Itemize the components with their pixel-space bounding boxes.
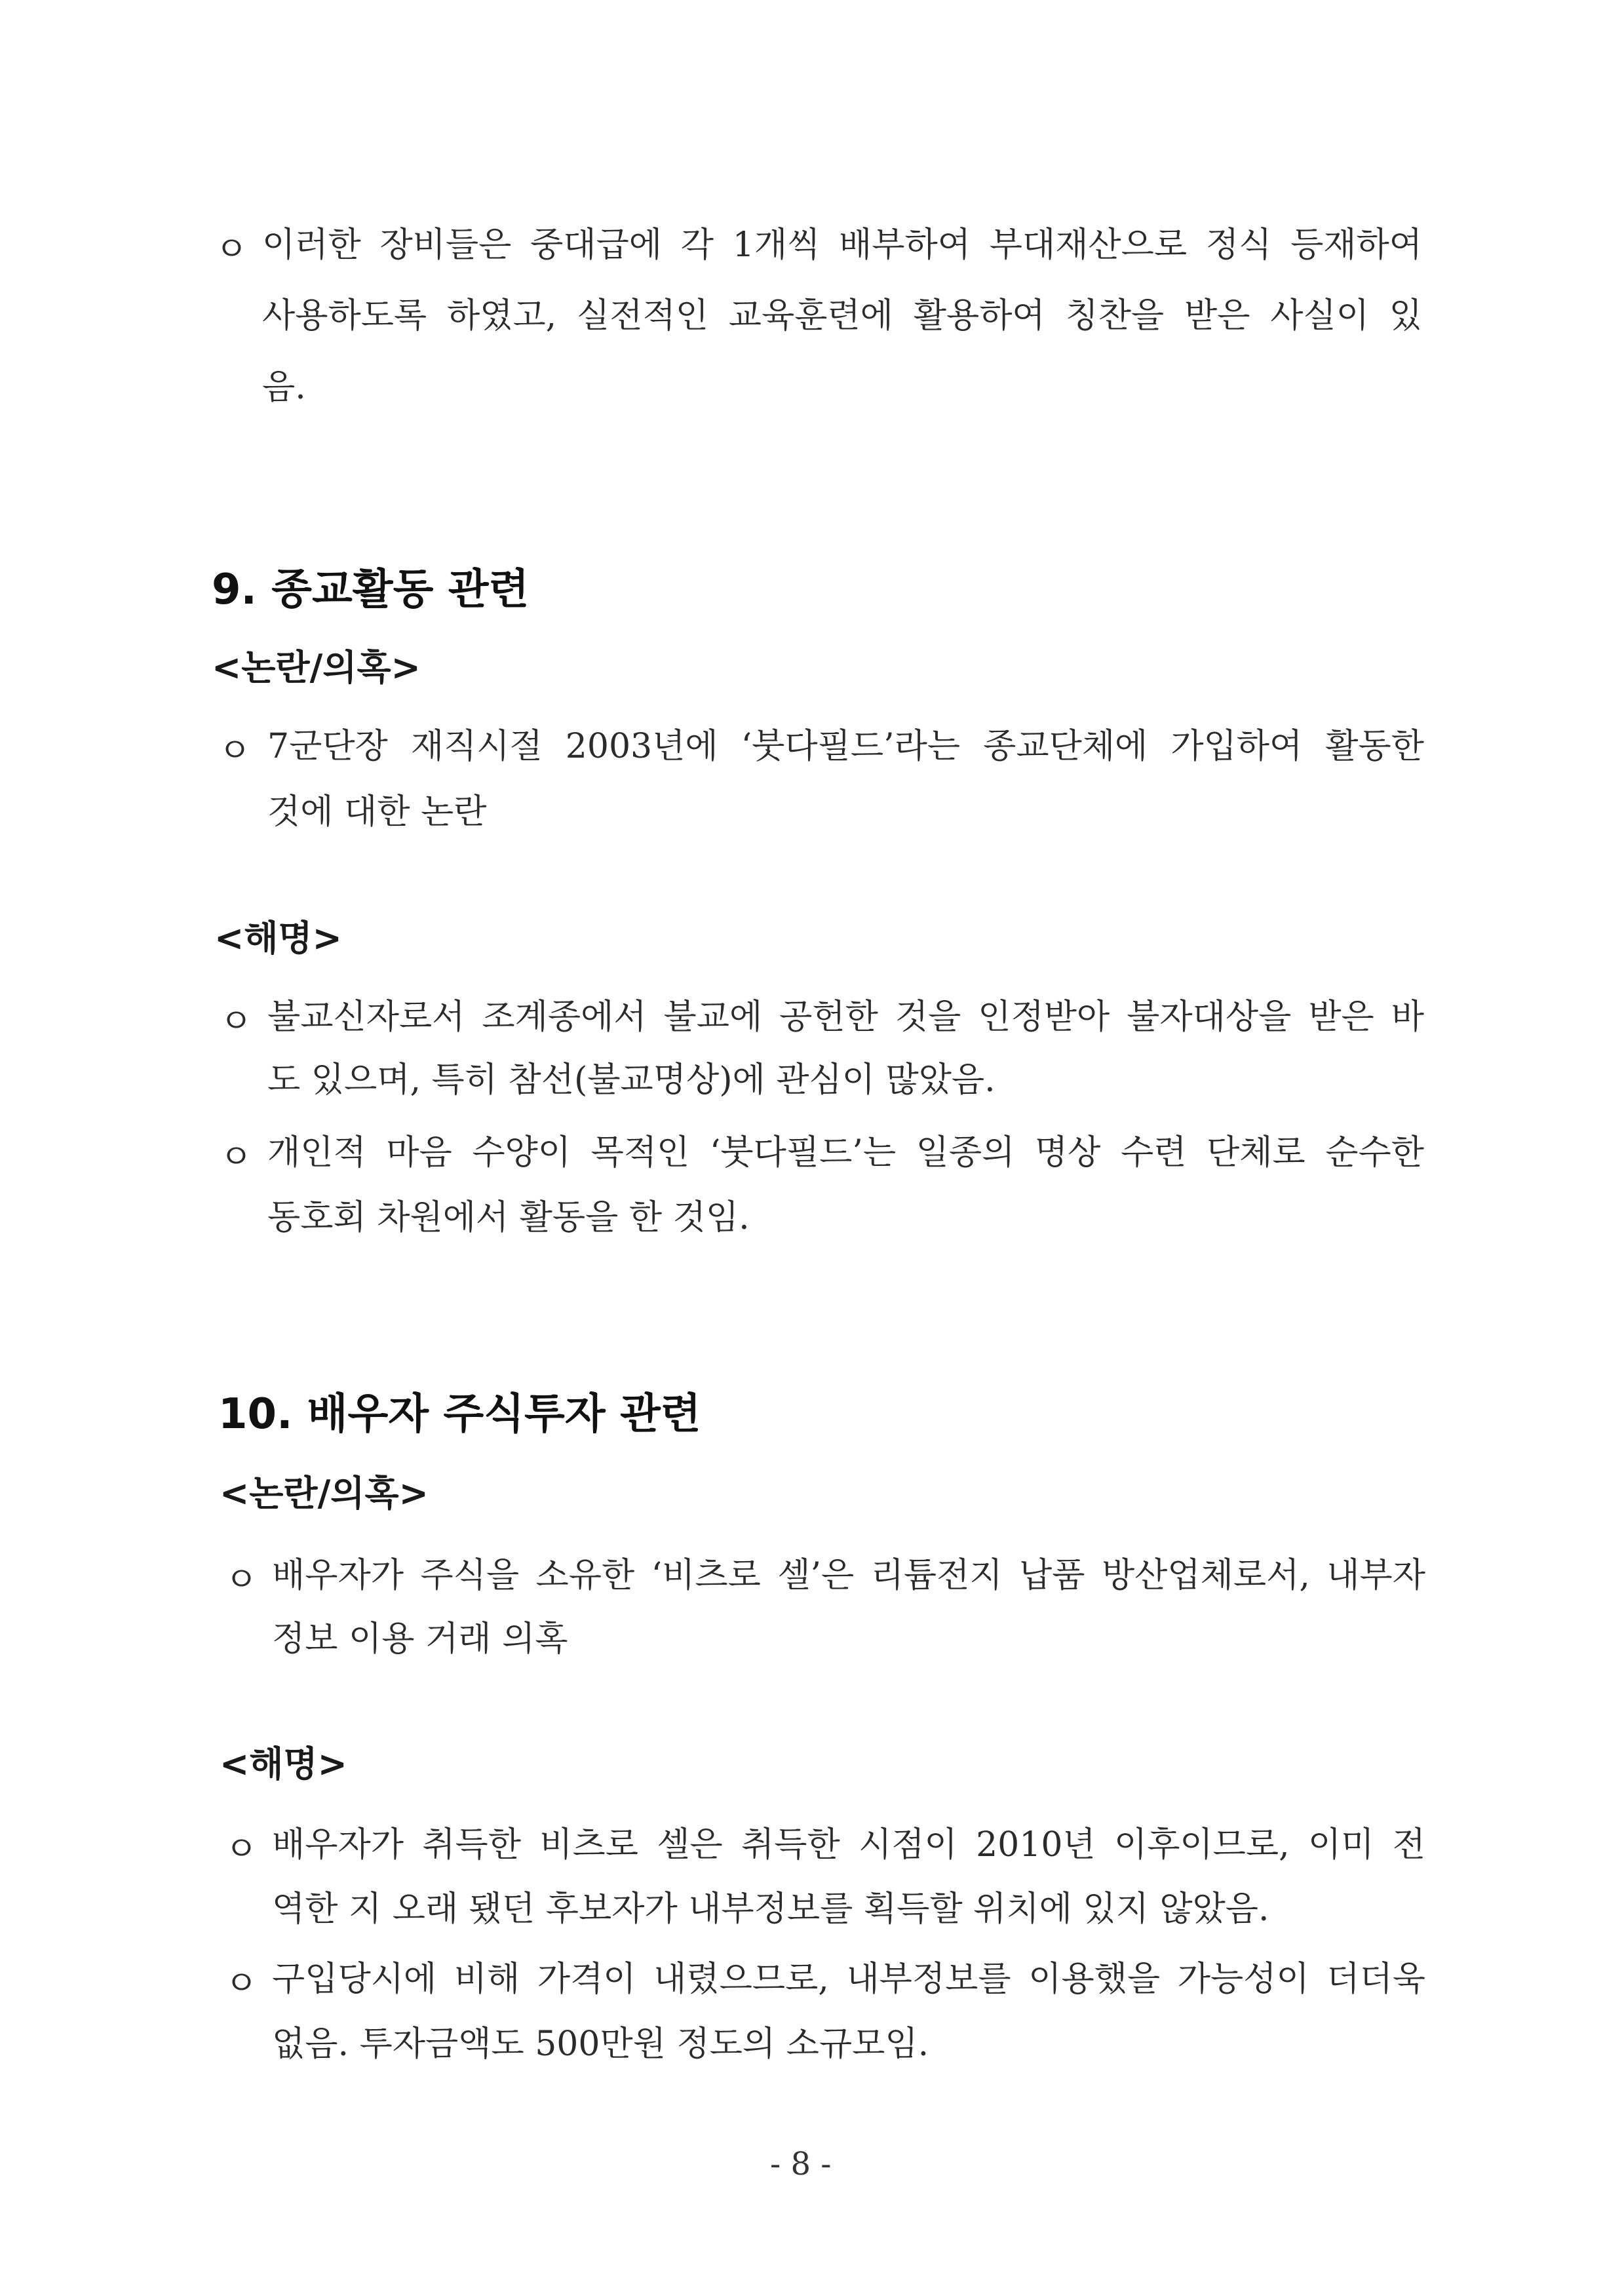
bullet: ㅇ xyxy=(215,230,248,269)
section-9-explanation-line-2: 도 있으며, 특히 참선(불교명상)에 관심이 많았음. xyxy=(267,1060,996,1100)
section-9-explanation-label: <해명> xyxy=(214,918,342,959)
section-9-explanation-line-3: 개인적 마음 수양이 목적인 ‘붓다필드’는 일종의 명상 수련 단체로 순수한 xyxy=(267,1133,1424,1172)
section-10-explanation-line-2: 역한 지 오래 됐던 후보자가 내부정보를 획득할 위치에 있지 않았음. xyxy=(272,1889,1269,1929)
section-10-explanation-line-1: 배우자가 취득한 비츠로 셀은 취득한 시점이 2010년 이후이므로, 이미 전 xyxy=(272,1825,1425,1865)
section-10-explanation-line-3: 구입당시에 비해 가격이 내렸으므로, 내부정보를 이용했을 가능성이 더더욱 xyxy=(272,1960,1425,1999)
page-number: - 8 - xyxy=(770,2146,832,2182)
section-9-controversy-label: <논란/의혹> xyxy=(212,647,421,688)
bullet: ㅇ xyxy=(225,1830,258,1869)
intro-line-2: 사용하도록 하였고, 실전적인 교육훈련에 활용하여 칭찬을 받은 사실이 있 xyxy=(262,296,1422,336)
section-10-explanation-line-4: 없음. 투자금액도 500만원 정도의 소규모임. xyxy=(272,2024,929,2064)
section-10-title: 10. 배우자 주식투자 관련 xyxy=(218,1390,701,1439)
section-9-explanation-line-4: 동호회 차원에서 활동을 한 것임. xyxy=(267,1198,750,1237)
section-10-explanation-label: <해명> xyxy=(220,1743,347,1785)
bullet: ㅇ xyxy=(218,731,252,771)
section-9-controversy-line-2: 것에 대한 논란 xyxy=(267,792,487,832)
bullet: ㅇ xyxy=(220,1002,253,1041)
section-9-title: 9. 종교활동 관련 xyxy=(212,566,530,614)
section-9-explanation-line-1: 불교신자로서 조계종에서 불교에 공헌한 것을 인정받아 불자대상을 받은 바 xyxy=(267,998,1424,1037)
section-9-controversy-line-1: 7군단장 재직시절 2003년에 ‘붓다필드’라는 종교단체에 가입하여 활동한 xyxy=(267,727,1424,766)
intro-line-3: 음. xyxy=(262,368,306,407)
intro-line-1: 이러한 장비들은 중대급에 각 1개씩 배부하여 부대재산으로 정식 등재하여 xyxy=(262,225,1422,265)
bullet: ㅇ xyxy=(225,1964,258,2004)
bullet: ㅇ xyxy=(225,1560,258,1600)
bullet: ㅇ xyxy=(220,1138,253,1177)
section-10-controversy-label: <논란/의혹> xyxy=(220,1473,429,1514)
section-10-controversy-line-2: 정보 이용 거래 의혹 xyxy=(272,1619,568,1659)
section-10-controversy-line-1: 배우자가 주식을 소유한 ‘비츠로 셀’은 리튬전지 납품 방산업체로서, 내부자 xyxy=(272,1556,1425,1595)
